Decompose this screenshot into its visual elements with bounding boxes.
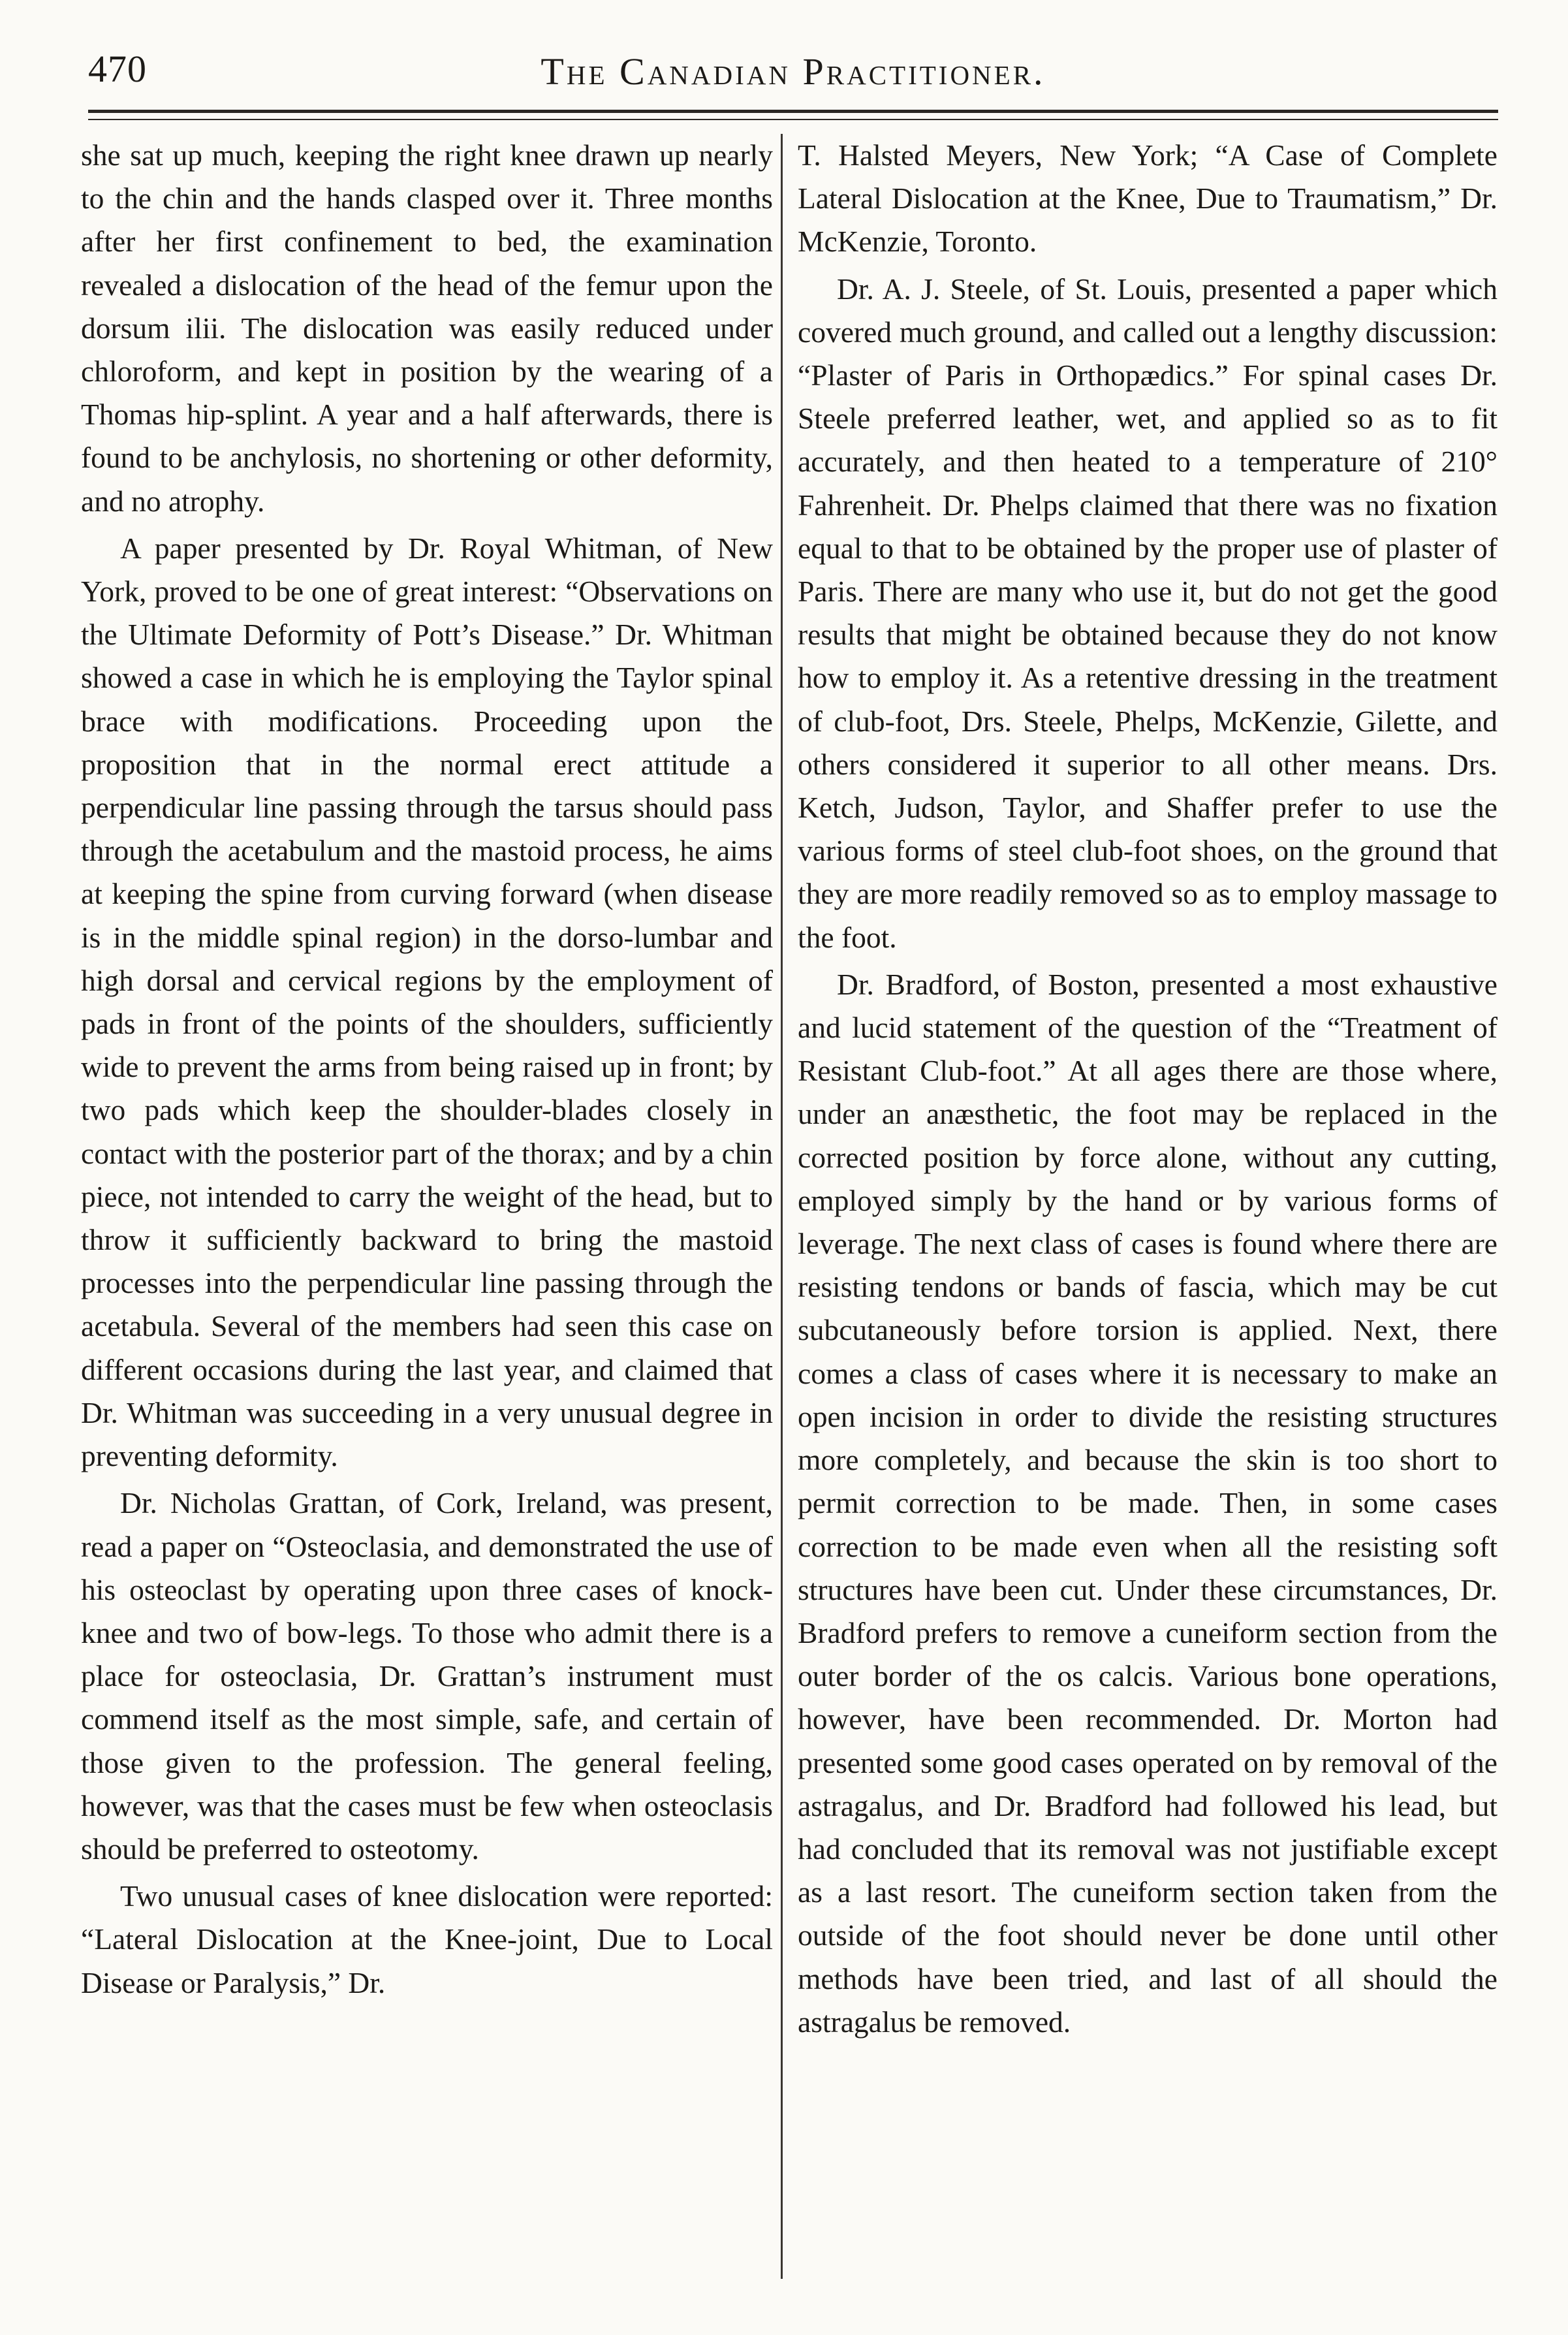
paragraph: A paper presented by Dr. Royal Whitman, of New York, proved to be one of great interest: “Observations on the Ultimate Deformity of Pott’s Disease.” Dr. Whitman showed a case in which he is employing the Taylor spinal brace with modifications. Proceeding upon the proposition that in the normal erect attitude a perpendicular line passing through the tarsus should pass through the acetabulum and the mastoid process, he aims at keeping the spine from curving forward (when disease is in the middle spinal region) in the dorso-lumbar and high dorsal and cervical regions by the employment of pads in front of the points of the shoulders, sufficiently wide to prevent the arms from being raised up in front; by two pads which keep the shoulder-blades closely in contact with the posterior part of the thorax; and by a chin piece, not intended to carry the weight of the head, but to throw it sufficiently backward to bring the mastoid processes into the perpendicular line passing through the acetabula. Several of the members had seen this case on different occasions during the last year, and claimed that Dr. Whitman was succeeding in a very unusual degree in preventing deformity. [81, 531, 773, 1473]
running-title: The Canadian Practitioner. [541, 50, 1046, 93]
paragraph: T. Halsted Meyers, New York; “A Case of Complete Lateral Dislocation at the Knee, Due to Traumatism,” Dr. McKenzie, Toronto. [798, 138, 1497, 259]
left-column [81, 134, 773, 2005]
paragraph: she sat up much, keeping the right knee drawn up nearly to the chin and the hands clasped over it. Three months after her first confinement to bed, the examination revealed a dislocation of the head of the femur upon the dorsum ilii. The dislocation was easily reduced under chloroform, and kept in position by the wearing of a Thomas hip-splint. A year and a half afterwards, there is found to be anchylosis, no shortening or other deformity, and no atrophy. [81, 138, 773, 518]
paragraph: Dr. A. J. Steele, of St. Louis, presented a paper which covered much ground, and called out a lengthy discussion: “Plaster of Paris in Orthopædics.” For spinal cases Dr. Steele preferred leather, wet, and applied so as to fit accurately, and then heated to a temperature of 210° Fahrenheit. Dr. Phelps claimed that there was no fixation equal to that to be obtained by the proper use of plaster of Paris. There are many who use it, but do not get the good results that might be obtained because they do not know how to employ it. As a retentive dressing in the treatment of club-foot, Drs. Steele, Phelps, McKenzie, Gilette, and others considered it superior to all other means. Drs. Ketch, Judson, Taylor, and Shaffer prefer to use the various forms of steel club-foot shoes, on the ground that they are more readily removed so as to employ massage to the foot. [798, 272, 1497, 954]
paragraph: Dr. Nicholas Grattan, of Cork, Ireland, was present, read a paper on “Osteoclasia, and demonstrated the use of his osteoclast by operating upon three cases of knock-knee and two of bow-legs. To those who admit there is a place for osteoclasia, Dr. Grattan’s instrument must commend itself as the most simple, safe, and certain of those given to the profession. The general feeling, however, was that the cases must be few when osteoclasis should be preferred to osteotomy. [81, 1486, 773, 1866]
right-column [798, 134, 1497, 2044]
paragraph: Dr. Bradford, of Boston, presented a most exhaustive and lucid statement of the question of the “Treatment of Resistant Club-foot.” At all ages there are those where, under an anæsthetic, the foot may be replaced in the corrected position by force alone, without any cutting, employed simply by the hand or by various forms of leverage. The next class of cases is found where there are resisting tendons or bands of fascia, which may be cut subcutaneously before torsion is applied. Next, there comes a class of cases where it is necessary to make an open incision in order to divide the resisting structures more completely, and because the skin is too short to permit correction to be made. Then, in some cases correction to be made even when all the resisting soft structures have been cut. Under these circumstances, Dr. Bradford prefers to remove a cuneiform section from the outer border of the os calcis. Various bone operations, however, have been recommended. Dr. Morton had presented some good cases operated on by removal of the astragalus, and Dr. Bradford had followed his lead, but had concluded that its removal was not justifiable except as a last resort. The cuneiform section taken from the outside of the foot should never be done until other methods have been tried, and last of all should the astragalus be removed. [798, 967, 1497, 2039]
page-number: 470 [88, 48, 147, 90]
page-header [88, 47, 1498, 112]
header-rule-thick [88, 110, 1498, 113]
paragraph: Two unusual cases of knee dislocation were reported: “Lateral Dislocation at the Knee-joint, Due to Local Disease or Paralysis,” Dr. [81, 1879, 773, 1999]
header-rule-thin [88, 119, 1498, 120]
column-divider [781, 134, 783, 2279]
